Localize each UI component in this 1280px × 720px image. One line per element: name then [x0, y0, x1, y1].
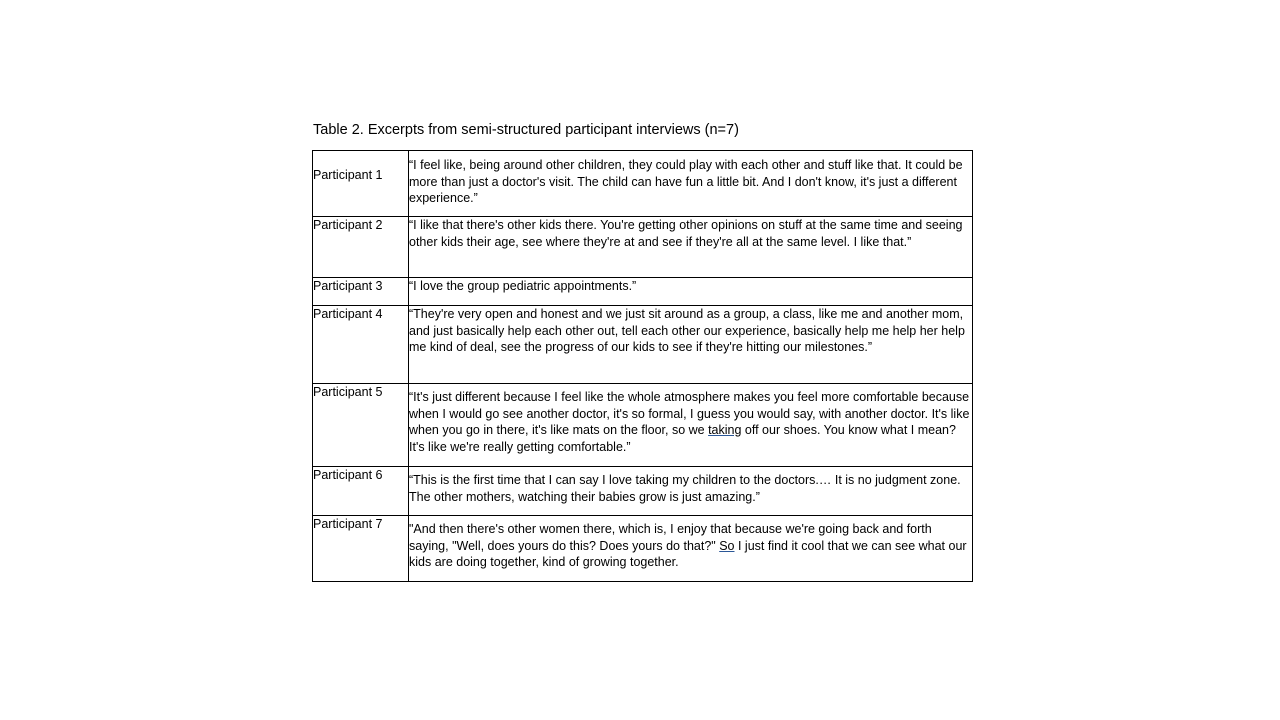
table-row	[313, 467, 973, 516]
participant-label: Participant 7	[313, 516, 409, 582]
table-row	[313, 217, 973, 278]
participant-label: Participant 3	[313, 278, 409, 306]
quote-cell: “This is the first time that I can say I love taking my children to the doctors.… It is no judgment zone. The other mothers, watching their babies grow is just amazing.”	[409, 467, 973, 516]
table-row	[313, 306, 973, 384]
participant-label: Participant 2	[313, 217, 409, 278]
excerpts-table	[312, 150, 973, 582]
participant-label: Participant 1	[313, 151, 409, 217]
quote-cell: “They're very open and honest and we just sit around as a group, a class, like me and another mom, and just basically help each other out, tell each other our experience, basically help me help her help me kind of deal, see the progress of our kids to see if they're hitting our milestones.”	[409, 306, 973, 384]
quote-cell: “I like that there's other kids there. You're getting other opinions on stuff at the same time and seeing other kids their age, see where they're at and see if they're all at the same level. I like that.”	[409, 217, 973, 278]
underlined-word: So	[719, 538, 735, 553]
participant-label: Participant 4	[313, 306, 409, 384]
table-row	[313, 384, 973, 467]
table-row	[313, 516, 973, 582]
underlined-word: taking	[708, 423, 742, 438]
quote-text: off our shoes. You know what I mean? It's like we're really getting comfortable.”	[409, 423, 956, 454]
table-row	[313, 278, 973, 306]
quote-text: “It's just different because I feel like the whole atmosphere makes you feel more comfortable because when I would go see another doctor, it's so formal, I guess you would say, with another doctor. It's like when you go in there, it's like mats on the floor, so we	[409, 390, 970, 438]
table-caption: Table 2. Excerpts from semi-structured participant interviews (n=7)	[313, 122, 739, 138]
quote-cell	[409, 384, 973, 467]
quote-cell: “I feel like, being around other children, they could play with each other and stuff like that. It could be more than just a doctor's visit. The child can have fun a little bit. And I don't know, it's just a different experience.”	[409, 151, 973, 217]
participant-label: Participant 5	[313, 384, 409, 467]
table-row	[313, 151, 973, 217]
participant-label: Participant 6	[313, 467, 409, 516]
quote-cell: “I love the group pediatric appointments.”	[409, 278, 973, 306]
quote-text: "And then there's other women there, which is, I enjoy that because we're going back and forth saying, "Well, does yours do this? Does yours do that?"	[409, 522, 932, 553]
quote-text: I just find it cool that we can see what our kids are doing together, kind of growing together.	[409, 538, 967, 570]
quote-cell	[409, 516, 973, 582]
